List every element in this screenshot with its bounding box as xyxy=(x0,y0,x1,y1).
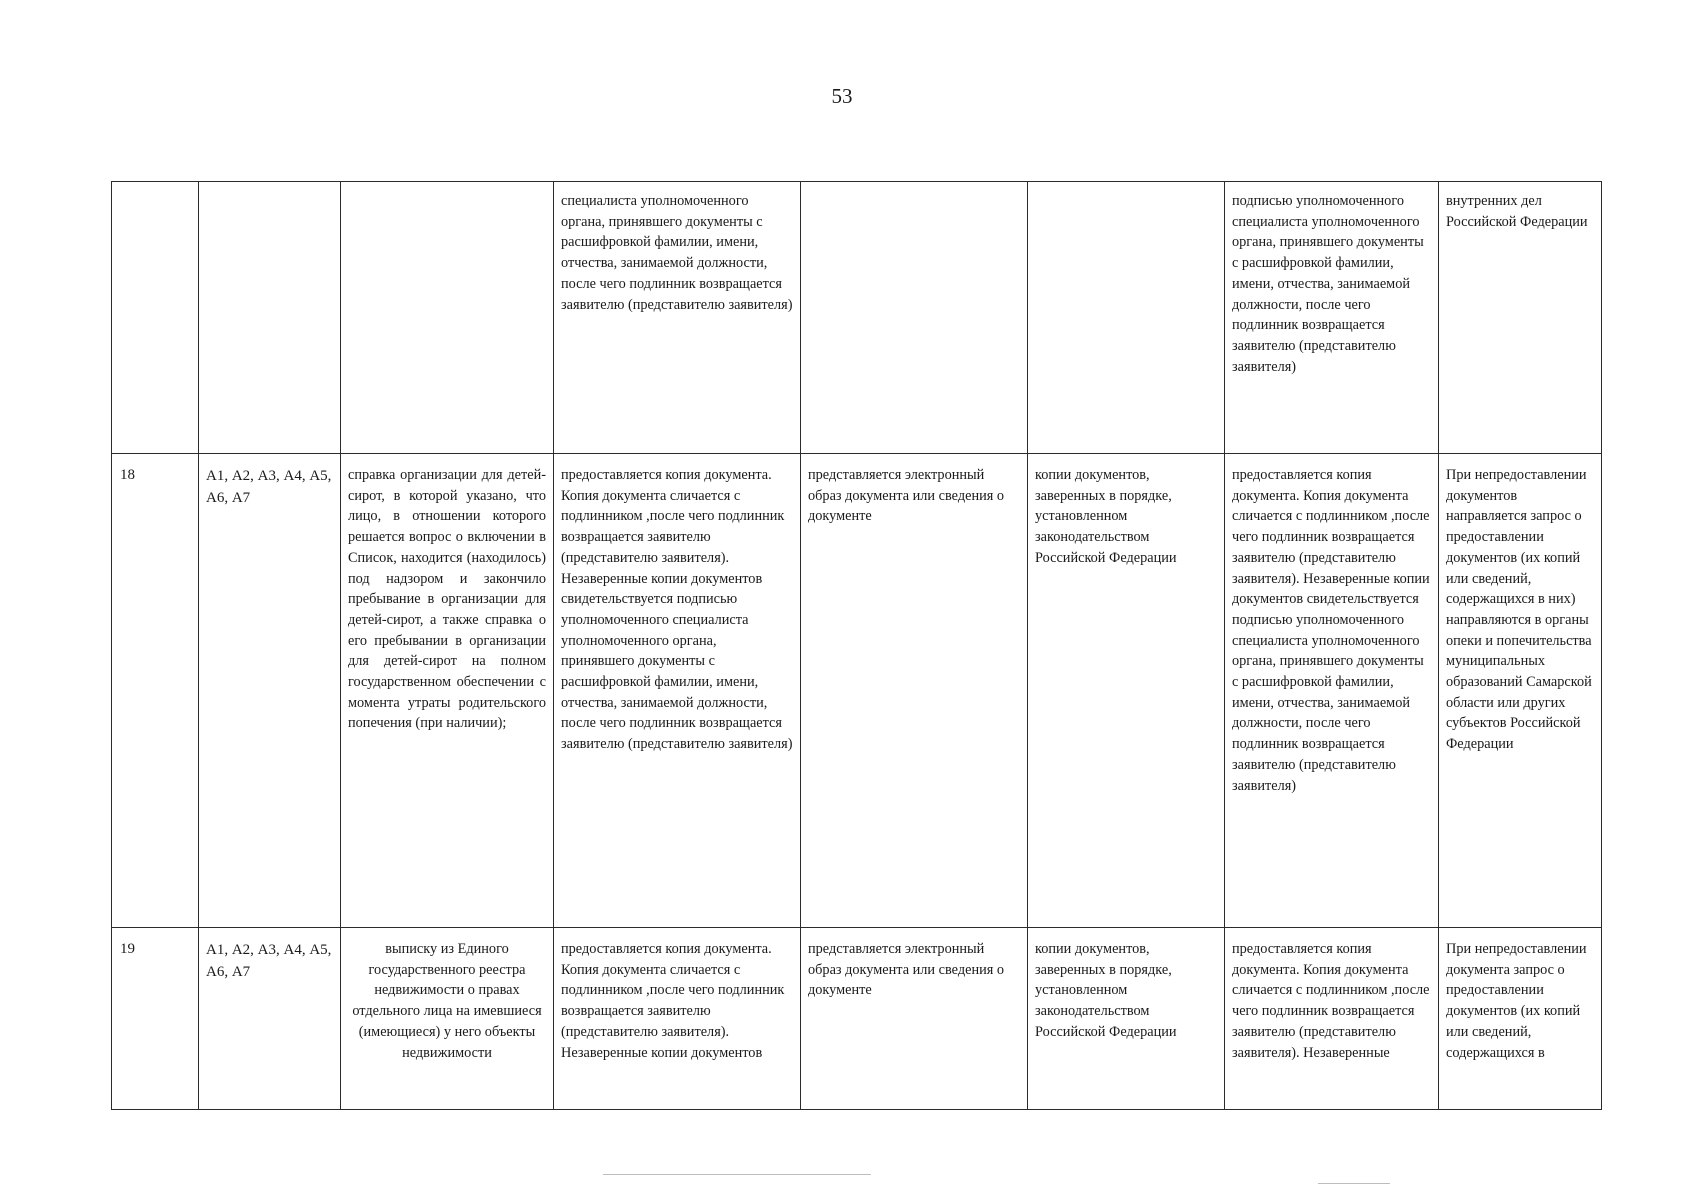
applicant-codes: А1, А2, А3, А4, А5, А6, А7 xyxy=(199,928,341,1110)
scan-artifact-line xyxy=(1318,1183,1390,1184)
paper-copy-requirements: предоставляется копия документа. Копия документа сличается с подлинником ,после чего подлинник возвращается заявителю (представителю заявителя). Незаверенные копии документов свидетельствуется подписью уполномоченного специалиста уполномоченного органа, принявшего документы с расшифровкой фамилии, имени, отчества, занимаемой должности, после чего подлинник возвращается заявителю (представителю заявителя) xyxy=(554,454,801,928)
mfc-copy-requirements: подписью уполномоченного специалиста уполномоченного органа, принявшего документы с расшифровкой фамилии, имени, отчества, занимаемой должности, после чего подлинник возвращается заявителю (представителю заявителя) xyxy=(1225,182,1439,454)
table-row xyxy=(112,928,1602,1110)
applicant-codes xyxy=(199,182,341,454)
interagency-request: При непредоставлении документа запрос о предоставлении документов (их копий или сведений, содержащихся в xyxy=(1439,928,1602,1110)
copy-form: копии документов, заверенных в порядке, установленном законодательством Российской Федерации xyxy=(1028,928,1225,1110)
row-number xyxy=(112,182,199,454)
mfc-copy-requirements: предоставляется копия документа. Копия документа сличается с подлинником ,после чего подлинник возвращается заявителю (представителю заявителя). Незаверенные xyxy=(1225,928,1439,1110)
electronic-submission xyxy=(801,182,1028,454)
copy-form: копии документов, заверенных в порядке, установленном законодательством Российской Федерации xyxy=(1028,454,1225,928)
row-number: 18 xyxy=(112,454,199,928)
documents-table xyxy=(111,181,1602,1110)
electronic-submission: представляется электронный образ документа или сведения о документе xyxy=(801,928,1028,1110)
scan-artifact-line xyxy=(603,1174,871,1175)
table-row xyxy=(112,454,1602,928)
row-number: 19 xyxy=(112,928,199,1110)
paper-copy-requirements: специалиста уполномоченного органа, принявшего документы с расшифровкой фамилии, имени, отчества, занимаемой должности, после чего подлинник возвращается заявителю (представителю заявителя) xyxy=(554,182,801,454)
document-name: выписку из Единого государственного реестра недвижимости о правах отдельного лица на имевшиеся (имеющиеся) у него объекты недвижимости xyxy=(341,928,554,1110)
document-name xyxy=(341,182,554,454)
paper-copy-requirements: предоставляется копия документа. Копия документа сличается с подлинником ,после чего подлинник возвращается заявителю (представителю заявителя). Незаверенные копии документов xyxy=(554,928,801,1110)
electronic-submission: представляется электронный образ документа или сведения о документе xyxy=(801,454,1028,928)
table-row xyxy=(112,182,1602,454)
page-number: 53 xyxy=(831,84,853,108)
interagency-request: При непредоставлении документов направляется запрос о предоставлении документов (их копий или сведений, содержащихся в них) направляются в органы опеки и попечительства муниципальных образований Самарской области или других субъектов Российской Федерации xyxy=(1439,454,1602,928)
copy-form xyxy=(1028,182,1225,454)
applicant-codes: А1, А2, А3, А4, А5, А6, А7 xyxy=(199,454,341,928)
interagency-request: внутренних дел Российской Федерации xyxy=(1439,182,1602,454)
document-name: справка организации для детей-сирот, в которой указано, что лицо, в отношении которого решается вопрос о включении в Список, находится (находилось) под надзором и закончило пребывание в организации для детей-сирот, а также справка о его пребывании в организации для детей-сирот на полном государственном обеспечении с момента утраты родительского попечения (при наличии); xyxy=(341,454,554,928)
mfc-copy-requirements: предоставляется копия документа. Копия документа сличается с подлинником ,после чего подлинник возвращается заявителю (представителю заявителя). Незаверенные копии документов свидетельствуется подписью уполномоченного специалиста уполномоченного органа, принявшего документы с расшифровкой фамилии, имени, отчества, занимаемой должности, после чего подлинник возвращается заявителю (представителю заявителя) xyxy=(1225,454,1439,928)
